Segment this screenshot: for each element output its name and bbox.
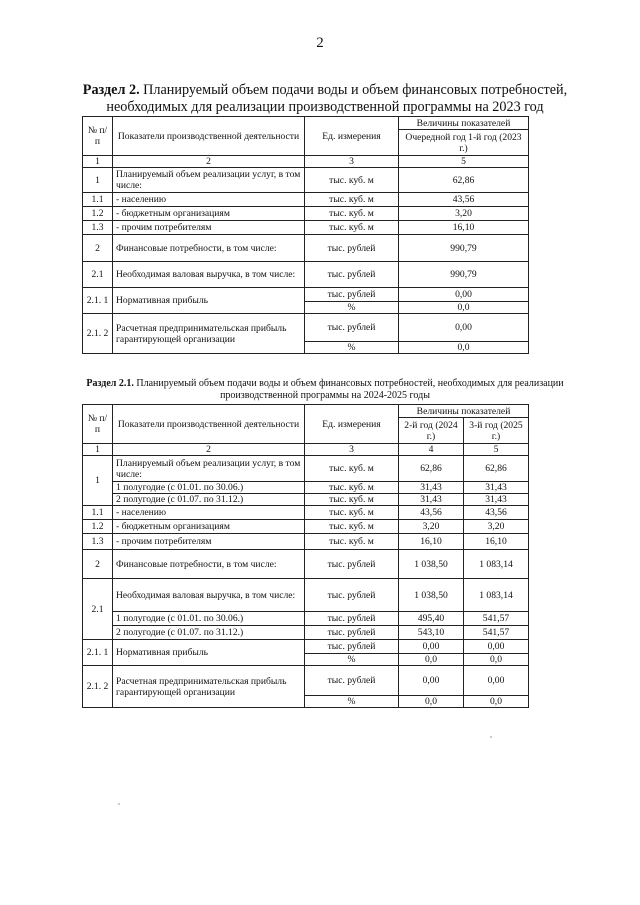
head-year-2024: 2-й год (2024 г.) bbox=[399, 418, 464, 444]
table-row bbox=[83, 168, 529, 193]
table-row bbox=[83, 626, 529, 640]
row-value-2024: 1 038,50 bbox=[399, 550, 464, 579]
row-unit: тыс. куб. м bbox=[305, 534, 399, 550]
table-row bbox=[83, 235, 529, 262]
row-value-2025: 16,10 bbox=[464, 534, 529, 550]
row-name: Необходимая валовая выручка, в том числе: bbox=[113, 262, 305, 288]
table-row bbox=[83, 207, 529, 221]
row-unit: тыс. рублей bbox=[305, 314, 399, 342]
row-value-2025: 0,0 bbox=[464, 696, 529, 708]
table-row bbox=[83, 456, 529, 482]
section1-title-line2: необходимых для реализации производственной программы на 2023 год bbox=[106, 99, 544, 115]
row-num: 1.1 bbox=[83, 193, 113, 207]
table-row bbox=[83, 288, 529, 302]
section2-title-line2: производственной программы на 2024-2025 годы bbox=[220, 390, 430, 401]
row-unit: тыс. куб. м bbox=[305, 482, 399, 494]
row-unit: тыс. рублей bbox=[305, 612, 399, 626]
row-value: 990,79 bbox=[399, 235, 529, 262]
section2-title-bold: Раздел 2.1. bbox=[86, 378, 134, 389]
row-unit: тыс. куб. м bbox=[305, 168, 399, 193]
table-row bbox=[83, 221, 529, 235]
colnum: 5 bbox=[464, 444, 529, 456]
row-name: Необходимая валовая выручка, в том числе: bbox=[113, 579, 305, 612]
row-value-2024: 0,0 bbox=[399, 654, 464, 666]
table-row bbox=[83, 550, 529, 579]
head-year-2023: Очередной год 1-й год (2023 г.) bbox=[399, 130, 529, 156]
colnum: 2 bbox=[113, 444, 305, 456]
section2-title bbox=[60, 378, 590, 402]
row-unit: тыс. рублей bbox=[305, 550, 399, 579]
row-unit: тыс. рублей bbox=[305, 262, 399, 288]
row-value-2024: 31,43 bbox=[399, 482, 464, 494]
section1-title-line1: Планируемый объем подачи воды и объем финансовых потребностей, bbox=[139, 82, 568, 98]
row-num: 1.3 bbox=[83, 534, 113, 550]
row-num: 1.1 bbox=[83, 506, 113, 520]
row-name: 2 полугодие (с 01.07. по 31.12.) bbox=[113, 626, 305, 640]
table-row bbox=[83, 579, 529, 612]
row-value-2025: 31,43 bbox=[464, 482, 529, 494]
row-value-2024: 0,00 bbox=[399, 666, 464, 696]
row-num: 2.1. 1 bbox=[83, 640, 113, 666]
head-indicator: Показатели производственной деятельности bbox=[113, 405, 305, 444]
head-num: № п/п bbox=[83, 405, 113, 444]
row-num: 1 bbox=[83, 456, 113, 506]
row-value-2025: 43,56 bbox=[464, 506, 529, 520]
row-value: 16,10 bbox=[399, 221, 529, 235]
row-value: 0,00 bbox=[399, 288, 529, 302]
row-num: 2.1. 2 bbox=[83, 666, 113, 708]
row-value: 43,56 bbox=[399, 193, 529, 207]
head-unit: Ед. измерения bbox=[305, 405, 399, 444]
head-unit: Ед. измерения bbox=[305, 117, 399, 156]
row-value-2025: 1 083,14 bbox=[464, 579, 529, 612]
row-num: 2 bbox=[83, 235, 113, 262]
table-row bbox=[83, 482, 529, 494]
table-row bbox=[83, 520, 529, 534]
table-row bbox=[83, 314, 529, 342]
colnum: 3 bbox=[305, 444, 399, 456]
row-num: 2.1. 2 bbox=[83, 314, 113, 354]
row-name: 2 полугодие (с 01.07. по 31.12.) bbox=[113, 494, 305, 506]
row-name: - населению bbox=[113, 193, 305, 207]
row-name: - прочим потребителям bbox=[113, 534, 305, 550]
row-value: 3,20 bbox=[399, 207, 529, 221]
row-name: - бюджетным организациям bbox=[113, 520, 305, 534]
row-unit: тыс. куб. м bbox=[305, 193, 399, 207]
colnum: 1 bbox=[83, 444, 113, 456]
row-unit: тыс. куб. м bbox=[305, 456, 399, 482]
row-value-2024: 495,40 bbox=[399, 612, 464, 626]
row-num: 1.2 bbox=[83, 207, 113, 221]
colnum: 1 bbox=[83, 156, 113, 168]
row-value: 62,86 bbox=[399, 168, 529, 193]
row-name: Финансовые потребности, в том числе: bbox=[113, 550, 305, 579]
row-value-2024: 543,10 bbox=[399, 626, 464, 640]
row-value-2025: 62,86 bbox=[464, 456, 529, 482]
row-value-2025: 541,57 bbox=[464, 626, 529, 640]
row-value-2025: 0,00 bbox=[464, 640, 529, 654]
row-name: 1 полугодие (с 01.01. по 30.06.) bbox=[113, 482, 305, 494]
scan-speck bbox=[118, 803, 120, 805]
row-unit: тыс. куб. м bbox=[305, 207, 399, 221]
row-name: Расчетная предпринимательская прибыль гарантирующей организации bbox=[113, 314, 305, 354]
row-value-2025: 0,00 bbox=[464, 666, 529, 696]
table-row bbox=[83, 534, 529, 550]
colnum: 5 bbox=[399, 156, 529, 168]
row-num: 1 bbox=[83, 168, 113, 193]
row-value-2025: 541,57 bbox=[464, 612, 529, 626]
row-value-2024: 0,00 bbox=[399, 640, 464, 654]
row-unit: тыс. рублей bbox=[305, 666, 399, 696]
row-unit: % bbox=[305, 696, 399, 708]
row-name: - бюджетным организациям bbox=[113, 207, 305, 221]
row-value-2025: 31,43 bbox=[464, 494, 529, 506]
row-num: 1.3 bbox=[83, 221, 113, 235]
table-row bbox=[83, 494, 529, 506]
table-row bbox=[83, 666, 529, 696]
row-value-2024: 43,56 bbox=[399, 506, 464, 520]
row-value-2024: 16,10 bbox=[399, 534, 464, 550]
row-name: Планируемый объем реализации услуг, в том числе: bbox=[113, 168, 305, 193]
row-unit: тыс. куб. м bbox=[305, 520, 399, 534]
row-num: 1.2 bbox=[83, 520, 113, 534]
head-values-group: Величины показателей bbox=[399, 117, 529, 130]
row-num: 2 bbox=[83, 550, 113, 579]
table-row bbox=[83, 506, 529, 520]
row-unit: тыс. рублей bbox=[305, 288, 399, 302]
table-2024-2025 bbox=[82, 404, 529, 708]
row-value: 0,0 bbox=[399, 302, 529, 314]
table-2023 bbox=[82, 116, 529, 354]
table-row bbox=[83, 612, 529, 626]
row-unit: тыс. рублей bbox=[305, 626, 399, 640]
section1-title-bold: Раздел 2. bbox=[82, 82, 140, 98]
scan-speck bbox=[490, 736, 492, 738]
row-name: Нормативная прибыль bbox=[113, 640, 305, 666]
row-unit: тыс. рублей bbox=[305, 579, 399, 612]
row-value-2024: 1 038,50 bbox=[399, 579, 464, 612]
head-values-group: Величины показателей bbox=[399, 405, 529, 418]
row-unit: тыс. куб. м bbox=[305, 221, 399, 235]
row-name: - населению bbox=[113, 506, 305, 520]
colnum: 4 bbox=[399, 444, 464, 456]
row-value: 0,0 bbox=[399, 342, 529, 354]
table-row bbox=[83, 262, 529, 288]
table-row bbox=[83, 640, 529, 654]
row-unit: тыс. куб. м bbox=[305, 494, 399, 506]
section1-title bbox=[60, 82, 590, 116]
row-unit: тыс. рублей bbox=[305, 640, 399, 654]
row-value-2024: 62,86 bbox=[399, 456, 464, 482]
section2-title-line1: Планируемый объем подачи воды и объем финансовых потребностей, необходимых для реализации bbox=[133, 378, 564, 389]
row-name: - прочим потребителям bbox=[113, 221, 305, 235]
row-name: Нормативная прибыль bbox=[113, 288, 305, 314]
page-number: 2 bbox=[316, 35, 324, 51]
colnum: 2 bbox=[113, 156, 305, 168]
row-unit: % bbox=[305, 302, 399, 314]
row-name: 1 полугодие (с 01.01. по 30.06.) bbox=[113, 612, 305, 626]
row-value-2024: 0,0 bbox=[399, 696, 464, 708]
row-unit: % bbox=[305, 342, 399, 354]
row-num: 2.1 bbox=[83, 579, 113, 640]
row-value-2025: 0,0 bbox=[464, 654, 529, 666]
row-value: 0,00 bbox=[399, 314, 529, 342]
row-name: Планируемый объем реализации услуг, в том числе: bbox=[113, 456, 305, 482]
row-num: 2.1 bbox=[83, 262, 113, 288]
row-unit: тыс. куб. м bbox=[305, 506, 399, 520]
colnum: 3 bbox=[305, 156, 399, 168]
row-num: 2.1. 1 bbox=[83, 288, 113, 314]
row-value: 990,79 bbox=[399, 262, 529, 288]
head-num: № п/п bbox=[83, 117, 113, 156]
row-name: Расчетная предпринимательская прибыль гарантирующей организации bbox=[113, 666, 305, 708]
row-value-2024: 31,43 bbox=[399, 494, 464, 506]
head-indicator: Показатели производственной деятельности bbox=[113, 117, 305, 156]
row-unit: % bbox=[305, 654, 399, 666]
row-value-2025: 3,20 bbox=[464, 520, 529, 534]
head-year-2025: 3-й год (2025 г.) bbox=[464, 418, 529, 444]
row-value-2024: 3,20 bbox=[399, 520, 464, 534]
row-unit: тыс. рублей bbox=[305, 235, 399, 262]
row-name: Финансовые потребности, в том числе: bbox=[113, 235, 305, 262]
table-row bbox=[83, 193, 529, 207]
row-value-2025: 1 083,14 bbox=[464, 550, 529, 579]
